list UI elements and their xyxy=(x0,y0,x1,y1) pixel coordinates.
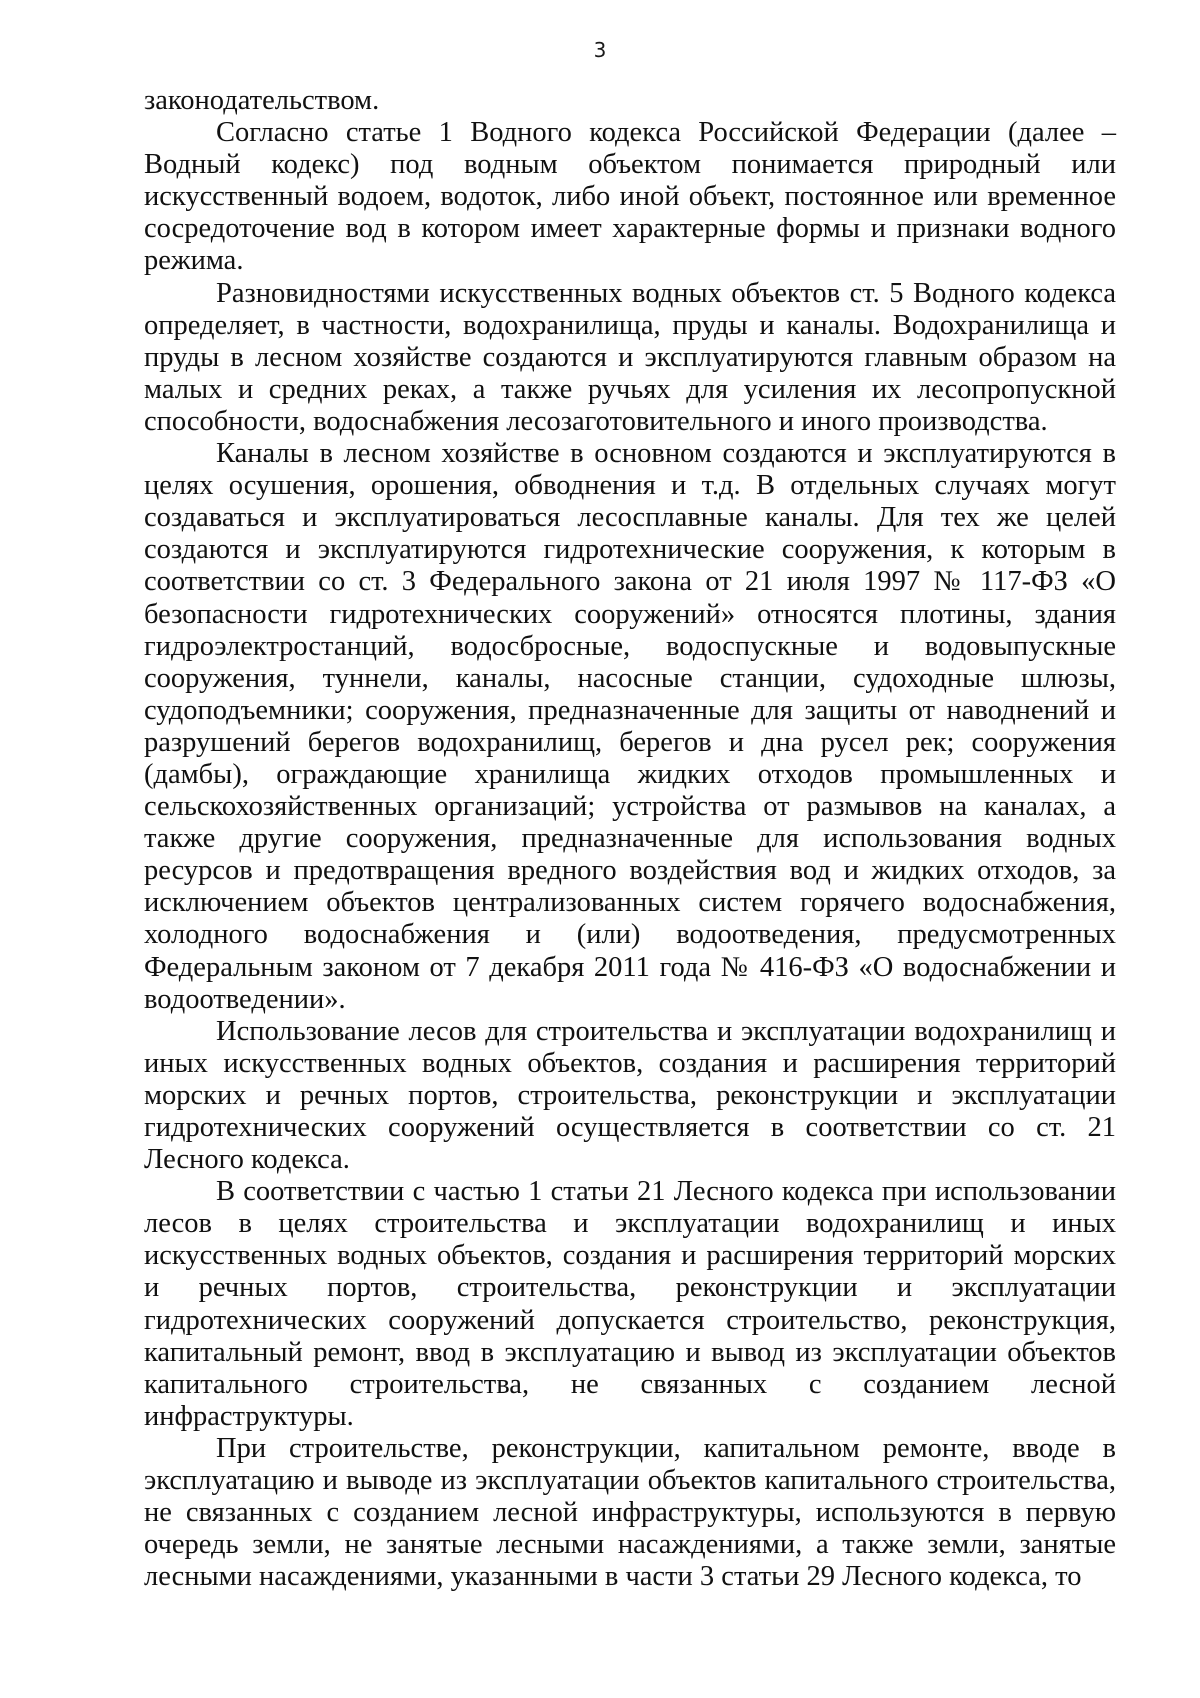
paragraph-construction-land-use: При строительстве, реконструкции, капитальном ремонте, вводе в эксплуатацию и выводе из эксплуатации объектов капитального строительства, не связанных с созданием лесной инфраструктуры, используются в первую очередь земли, не занятые лесными насаждениями, а также земли, занятые лесными насаждениями, указанными в части 3 статьи 29 Лесного кодекса, то xyxy=(144,1432,1116,1593)
paragraph-article-21-part-1: В соответствии с частью 1 статьи 21 Лесного кодекса при использовании лесов в целях строительства и эксплуатации водохранилищ и иных искусственных водных объектов, создания и расширения территорий морских и речных портов, строительства, реконструкции и эксплуатации гидротехнических сооружений допускается строительство, реконструкция, капитальный ремонт, ввод в эксплуатацию и вывод из эксплуатации объектов капитального строительства, не связанных с созданием лесной инфраструктуры. xyxy=(144,1176,1116,1432)
paragraph-canals-hydraulic-structures: Каналы в лесном хозяйстве в основном создаются и эксплуатируются в целях осушения, орошения, обводнения и т.д. В отдельных случаях могут создаваться и эксплуатироваться лесосплавные каналы. Для тех же целей создаются и эксплуатируются гидротехнические сооружения, к которым в соответствии со ст. 3 Федерального закона от 21 июля 1997 № 117-ФЗ «О безопасности гидротехнических сооружений» относятся плотины, здания гидроэлектростанций, водосбросные, водоспускные и водовыпускные сооружения, туннели, каналы, насосные станции, судоходные шлюзы, судоподъемники; сооружения, предназначенные для защиты от наводнений и разрушений берегов водохранилищ, берегов и дна русел рек; сооружения (дамбы), ограждающие хранилища жидких отходов промышленных и сельскохозяйственных организаций; устройства от размывов на каналах, а также другие сооружения, предназначенные для использования водных ресурсов и предотвращения вредного воздействия вод и жидких отходов, за исключением объектов централизованных систем горячего водоснабжения, холодного водоснабжения и (или) водоотведения, предусмотренных Федеральным законом от 7 декабря 2011 года № 416-ФЗ «О водоснабжении и водоотведении». xyxy=(144,438,1116,1015)
paragraph-water-object-definition: Согласно статье 1 Водного кодекса Российской Федерации (далее – Водный кодекс) под водным объектом понимается природный или искусственный водоем, водоток, либо иной объект, постоянное или временное сосредоточение вод в котором имеет характерные формы и признаки водного режима. xyxy=(144,117,1116,277)
document-body xyxy=(144,85,1116,1593)
paragraph-forest-use: Использование лесов для строительства и эксплуатации водохранилищ и иных искусственных водных объектов, создания и расширения территорий морских и речных портов, строительства, реконструкции и эксплуатации гидротехнических сооружений осуществляется в соответствии со ст. 21 Лесного кодекса. xyxy=(144,1015,1116,1176)
paragraph-artificial-water-objects: Разновидностями искусственных водных объектов ст. 5 Водного кодекса определяет, в частности, водохранилища, пруды и каналы. Водохранилища и пруды в лесном хозяйстве создаются и эксплуатируются главным образом на малых и средних реках, а также ручьях для усиления их лесопропускной способности, водоснабжения лесозаготовительного и иного производства. xyxy=(144,277,1116,437)
paragraph-continuation: законодательством. xyxy=(144,85,380,116)
page-number: 3 xyxy=(593,38,607,62)
